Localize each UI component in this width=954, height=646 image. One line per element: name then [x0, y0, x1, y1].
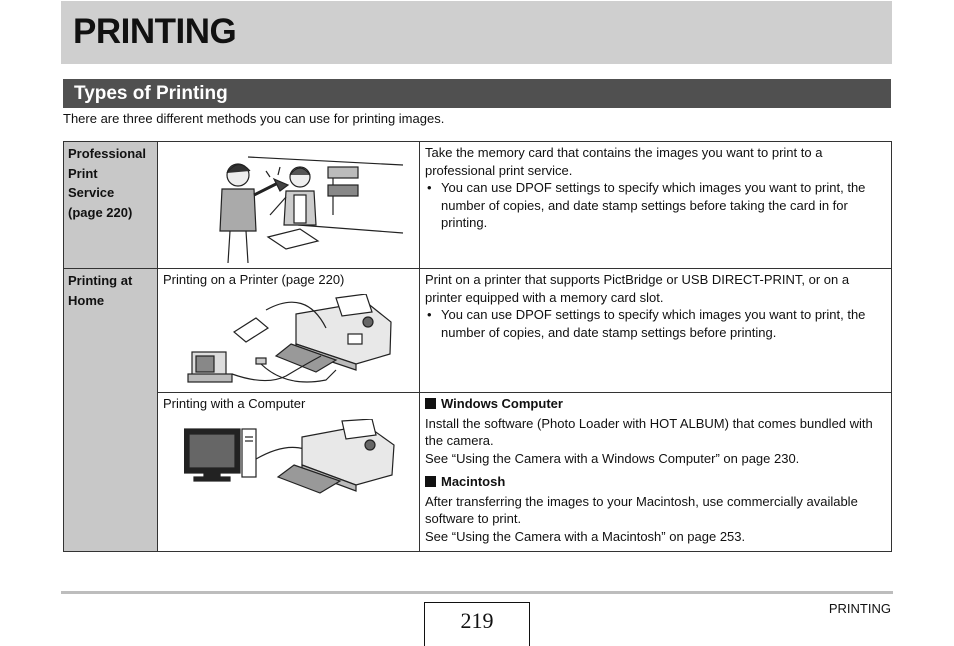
computer-printer-illustration [184, 419, 404, 499]
bullet-item: • You can use DPOF settings to specify which images you want to print, the number of copies, and date stamp settings before taking the card in for printing. [425, 179, 886, 232]
footer-divider [61, 591, 893, 594]
mac-heading [425, 473, 886, 491]
page-title-bar [61, 1, 892, 64]
mac-reference: See “Using the Camera with a Macintosh” on page 253. [425, 528, 746, 544]
label-line: Print [68, 165, 98, 181]
mac-heading-text: Macintosh [441, 474, 506, 489]
square-bullet-icon [425, 476, 436, 487]
windows-heading [425, 395, 886, 413]
square-bullet-icon [425, 398, 436, 409]
row-label-professional [63, 141, 158, 269]
print-shop-illustration [208, 145, 408, 267]
page-title: PRINTING [73, 12, 237, 51]
row-label-home [63, 268, 158, 552]
intro-text: There are three different methods you can use for printing images. [63, 111, 445, 126]
footer-section-label: PRINTING [828, 601, 891, 616]
label-line: Professional [68, 146, 147, 161]
mac-text: After transferring the images to your Macintosh, use commercially available software to print. [425, 493, 858, 526]
image-caption: Printing on a Printer (page 220) [163, 272, 345, 287]
image-cell-printer [157, 268, 420, 393]
image-cell-computer [157, 392, 420, 552]
image-cell-professional [157, 141, 420, 269]
label-line: Printing at [68, 273, 133, 288]
windows-heading-text: Windows Computer [441, 396, 563, 411]
description-text: Print on a printer that supports PictBridge or USB DIRECT-PRINT, or on a printer equipped with a memory card slot. [425, 272, 850, 305]
label-line: (page 220) [68, 204, 133, 220]
label-line: Service [68, 185, 115, 200]
bullet-item: • You can use DPOF settings to specify which images you want to print, the number of copies, and date stamp settings before printing. [425, 306, 886, 341]
description-cell-computer [419, 392, 892, 552]
camera-printer-illustration [186, 294, 401, 390]
windows-text: Install the software (Photo Loader with HOT ALBUM) that comes bundled with the camera. [425, 415, 873, 448]
label-line: Home [68, 292, 105, 308]
description-text: Take the memory card that contains the images you want to print to a professional print service. [425, 145, 823, 178]
page-number-box [424, 602, 530, 646]
windows-reference: See “Using the Camera with a Windows Computer” on page 230. [425, 450, 800, 466]
image-caption: Printing with a Computer [163, 396, 306, 411]
printing-types-table [63, 141, 892, 552]
section-header-bar [63, 79, 891, 108]
description-cell-professional [419, 141, 892, 269]
section-title: Types of Printing [74, 83, 228, 104]
description-cell-printer [419, 268, 892, 393]
page-number: 219 [460, 608, 494, 633]
